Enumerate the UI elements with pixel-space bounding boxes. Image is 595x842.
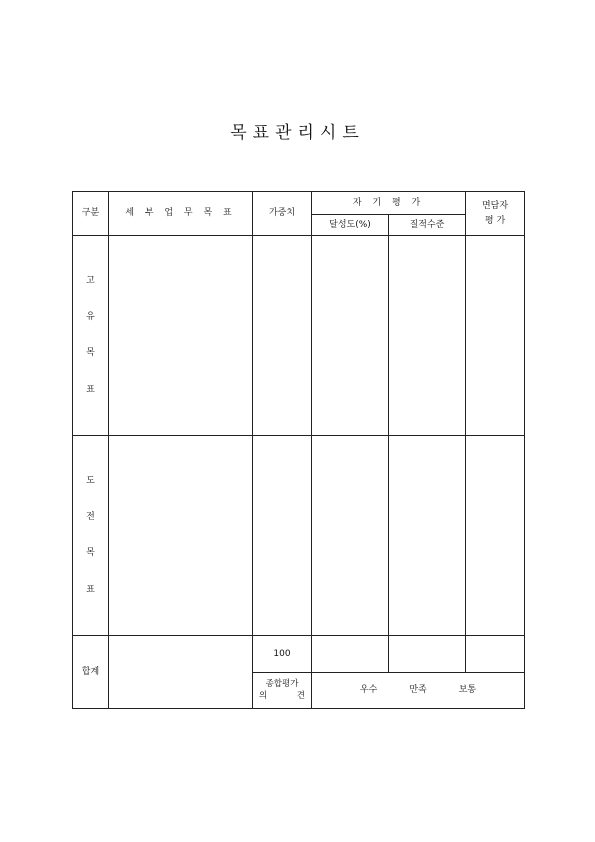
own-goal-achievement-cell[interactable] (312, 236, 389, 436)
header-interviewer-line2: 평 가 (484, 215, 506, 226)
header-self-eval: 자 기 평 가 (312, 192, 466, 215)
overall-opinion-line1: 종합평가 (265, 679, 299, 690)
overall-opinion-label (253, 673, 312, 709)
page-title: 목표관리시트 (230, 123, 365, 143)
total-detail-cell[interactable] (109, 636, 253, 709)
own-goal-weight-cell[interactable] (253, 236, 312, 436)
header-division: 구분 (73, 192, 109, 236)
challenge-goal-achievement-cell[interactable] (312, 436, 389, 636)
overall-opinion-line2-right: 견 (296, 690, 305, 701)
challenge-goal-char: 전 (86, 511, 95, 522)
header-weight: 가중치 (253, 192, 312, 236)
rating-excellent[interactable]: 우수 (359, 685, 378, 696)
total-interviewer-cell[interactable] (466, 636, 525, 673)
header-interviewer (466, 192, 525, 236)
own-goal-char: 유 (86, 311, 95, 322)
header-interviewer-line1: 면담자 (481, 200, 509, 211)
overall-opinion-line2-left: 의 (259, 690, 268, 701)
challenge-goal-quality-cell[interactable] (389, 436, 466, 636)
challenge-goal-char: 목 (86, 548, 95, 559)
challenge-goal-weight-cell[interactable] (253, 436, 312, 636)
section-challenge-goal (73, 436, 109, 636)
challenge-goal-char: 도 (86, 475, 95, 486)
total-achievement-cell[interactable] (312, 636, 389, 673)
total-quality-cell[interactable] (389, 636, 466, 673)
rating-satisfactory[interactable]: 만족 (409, 685, 427, 696)
rating-average[interactable]: 보통 (458, 685, 477, 696)
header-detail-goal: 세 부 업 무 목 표 (109, 192, 253, 236)
total-weight-value: 100 (253, 636, 312, 673)
challenge-goal-char: 표 (86, 584, 95, 595)
own-goal-interviewer-cell[interactable] (466, 236, 525, 436)
header-achievement: 달성도(%) (312, 215, 389, 236)
own-goal-quality-cell[interactable] (389, 236, 466, 436)
goal-management-table (72, 191, 525, 709)
own-goal-char: 표 (86, 384, 95, 395)
overall-rating-cell (312, 673, 525, 709)
challenge-goal-interviewer-cell[interactable] (466, 436, 525, 636)
total-label: 합계 (73, 636, 109, 709)
header-quality: 질적수준 (389, 215, 466, 236)
own-goal-char: 고 (86, 275, 95, 286)
own-goal-char: 목 (86, 348, 95, 359)
own-goal-detail-cell[interactable] (109, 236, 253, 436)
challenge-goal-detail-cell[interactable] (109, 436, 253, 636)
section-own-goal (73, 236, 109, 436)
